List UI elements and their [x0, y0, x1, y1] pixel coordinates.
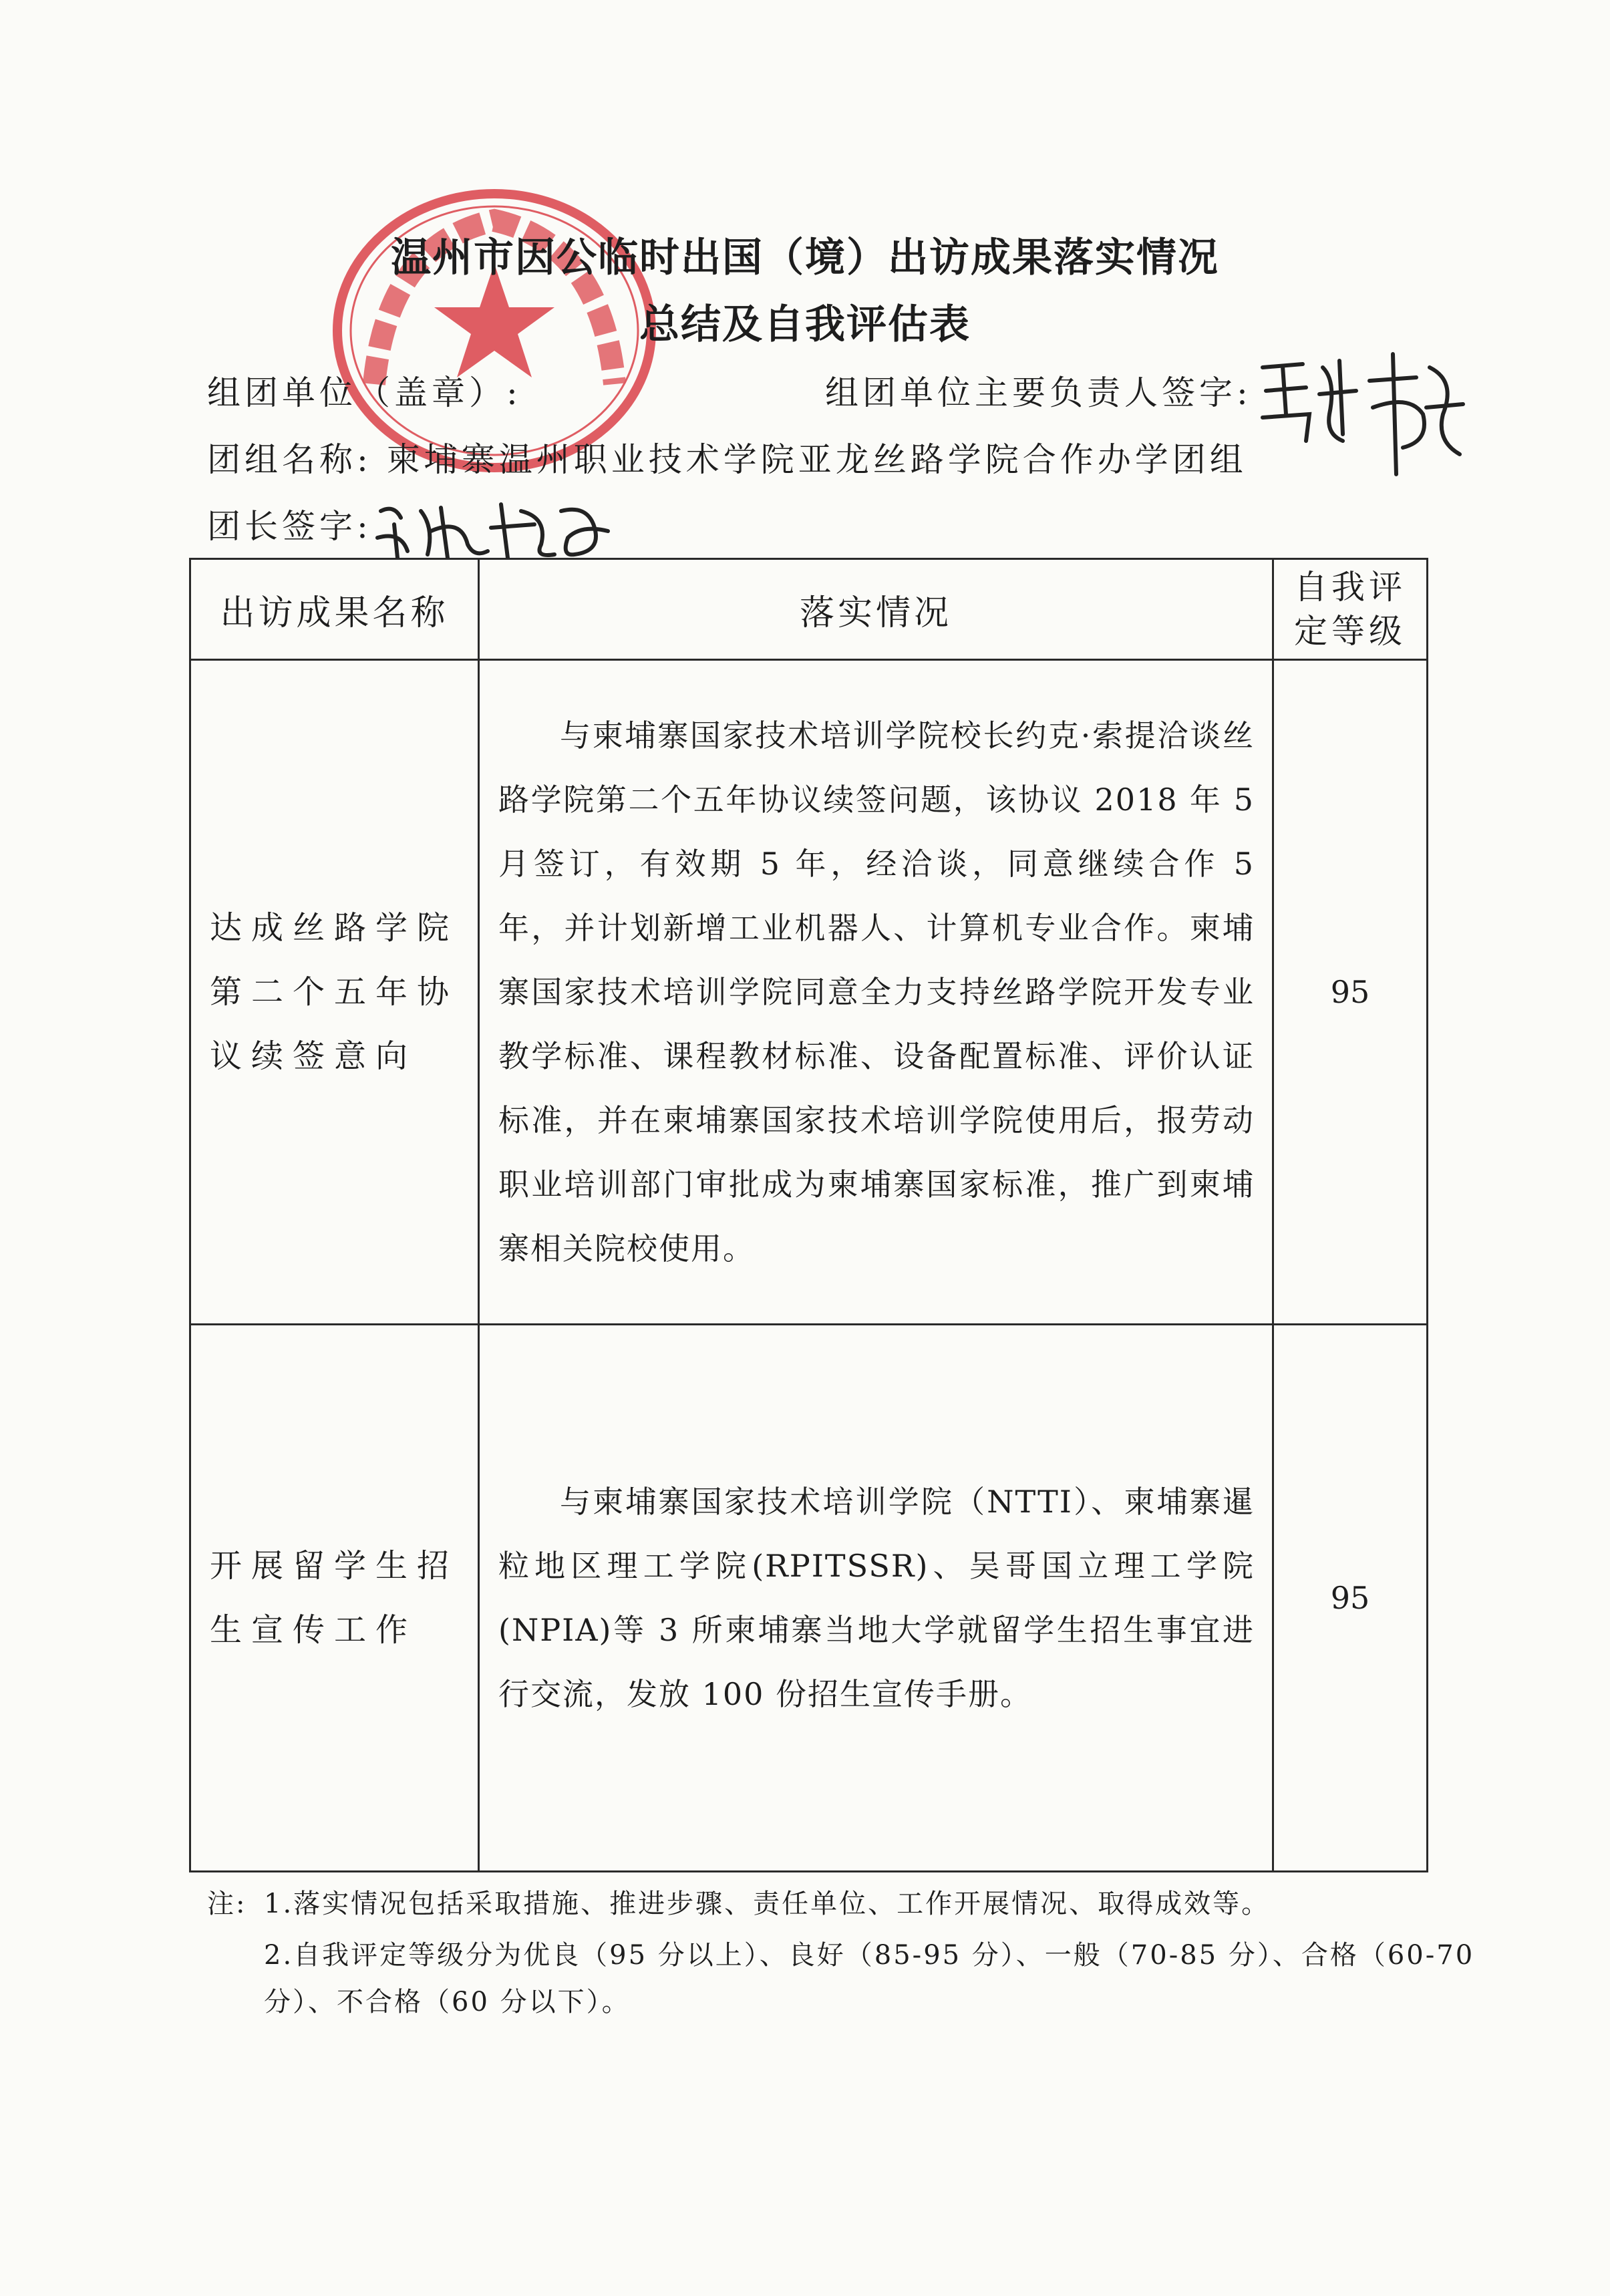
unit-leader-signature: [1256, 341, 1470, 488]
team-leader-signature: [374, 491, 615, 564]
achievement-detail-text: 与柬埔寨国家技术培训学院校长约克·索提洽谈丝路学院第二个五年协议续签问题，该协议 2018 年 5 月签订，有效期 5 年，经洽谈，同意继续合作 5 年，并计划新增工业机器人、计算机专业合作。柬埔寨国家技术培训学院同意全力支持丝路学院开发专业教学标准、课程教材标准、设备配置标准、评价认证标准，并在柬埔寨国家技术培训学院使用后，报劳动职业培训部门审批成为柬埔寨国家标准，推广到柬埔寨相关院校使用。: [498, 717, 1255, 1267]
achievement-score: 95: [1273, 1325, 1428, 1872]
table-header-row: [190, 559, 1428, 660]
column-header-score-line1: 自我评: [1294, 568, 1406, 607]
table-row: [190, 660, 1428, 1325]
achievement-name: 开展留学生招生宣传工作: [190, 1325, 479, 1872]
note-item-2: 2.自我评定等级分为优良（95 分以上）、良好（85-95 分）、一般（70-85 分）、合格（60-70: [264, 1940, 1475, 1971]
team-name-value: 柬埔寨温州职业技术学院亚龙丝路学院合作办学团组: [386, 440, 1247, 479]
team-leader-signature-label: 团长签字:: [207, 507, 372, 546]
achievement-detail: [479, 1325, 1273, 1872]
team-name-row: [207, 433, 1247, 481]
document-title-line1: 温州市因公临时出国（境）出访成果落实情况: [391, 234, 1219, 281]
note-item-2-continued: 分）、不合格（60 分以下）。: [264, 1987, 631, 2017]
document-title-line2: 总结及自我评估表: [639, 301, 971, 348]
achievement-detail: [479, 660, 1273, 1325]
notes-prefix: 注:: [207, 1889, 247, 1919]
note-item-1: 1.落实情况包括采取措施、推进步骤、责任单位、工作开展情况、取得成效等。: [264, 1889, 1271, 1919]
column-header-score-line2: 定等级: [1294, 612, 1406, 651]
organizing-unit-label: 组团单位（盖章）:: [207, 373, 522, 412]
column-header-name: 出访成果名称: [190, 559, 479, 660]
column-header-detail: 落实情况: [479, 559, 1273, 660]
table-row: [190, 1325, 1428, 1872]
column-header-score: [1273, 559, 1428, 660]
achievement-table: [189, 558, 1428, 1872]
achievement-score: 95: [1273, 660, 1428, 1325]
achievement-name: 达成丝路学院第二个五年协议续签意向: [190, 660, 479, 1325]
achievement-detail-text: 与柬埔寨国家技术培训学院（NTTI）、柬埔寨暹粒地区理工学院(RPITSSR)、吴哥国立理工学院(NPIA)等 3 所柬埔寨当地大学就留学生招生事宜进行交流，发放 100 份招生宣传手册。: [498, 1484, 1255, 1712]
team-name-label: 团组名称:: [207, 440, 372, 479]
unit-leader-signature-label: 组团单位主要负责人签字:: [825, 373, 1252, 412]
